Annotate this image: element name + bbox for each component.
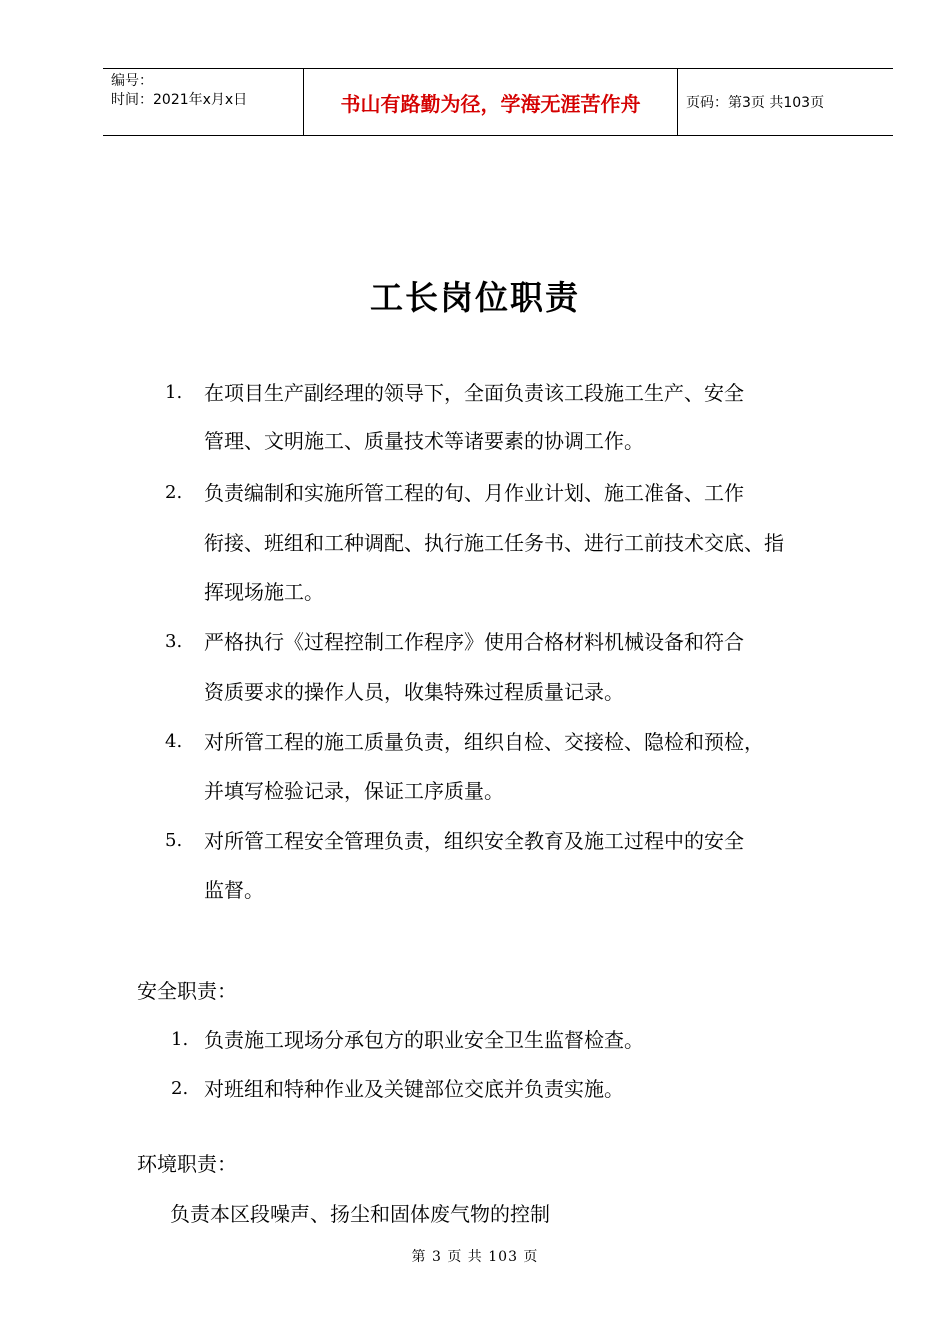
- environment-item: 负责本区段噪声、扬尘和固体废气物的控制: [170, 1202, 550, 1226]
- safety-item: 负责施工现场分承包方的职业安全卫生监督检查。: [204, 1028, 644, 1052]
- safety-item: 对班组和特种作业及关键部位交底并负责实施。: [204, 1077, 624, 1101]
- duty-number: 1.: [165, 382, 183, 403]
- duty-line: 在项目生产副经理的领导下，全面负责该工段施工生产、安全: [204, 381, 744, 405]
- duty-line: 衔接、班组和工种调配、执行施工任务书、进行工前技术交底、指: [204, 531, 784, 555]
- safety-heading: 安全职责：: [137, 979, 237, 1003]
- number-label: 编号：: [111, 73, 153, 89]
- duty-number: 5.: [165, 830, 183, 851]
- document-title: 工长岗位职责: [370, 278, 580, 317]
- duty-line: 严格执行《过程控制工作程序》使用合格材料机械设备和符合: [204, 630, 744, 654]
- duty-number: 4.: [165, 731, 183, 752]
- safety-number: 2.: [171, 1078, 189, 1099]
- environment-heading: 环境职责：: [137, 1152, 237, 1176]
- page-header: [103, 68, 893, 136]
- duty-line: 对所管工程的施工质量负责，组织自检、交接检、隐检和预检，: [204, 730, 764, 754]
- duty-line: 挥现场施工。: [204, 580, 324, 604]
- duty-line: 对所管工程安全管理负责，组织安全教育及施工过程中的安全: [204, 829, 744, 853]
- header-meta: [103, 69, 304, 135]
- duty-line: 管理、文明施工、质量技术等诸要素的协调工作。: [204, 429, 644, 453]
- safety-number: 1.: [171, 1029, 189, 1050]
- duty-line: 监督。: [204, 878, 264, 902]
- header-page-info: 页码：第3页 共103页: [686, 95, 825, 111]
- duty-number: 3.: [165, 631, 183, 652]
- page-footer: 第 3 页 共 103 页: [411, 1249, 539, 1265]
- header-motto: 书山有路勤为径，学海无涯苦作舟: [304, 69, 678, 135]
- time-label: 时间：2021年x月x日: [111, 92, 248, 108]
- duty-line: 资质要求的操作人员，收集特殊过程质量记录。: [204, 680, 624, 704]
- duty-number: 2.: [165, 482, 183, 503]
- duty-line: 并填写检验记录，保证工序质量。: [204, 779, 504, 803]
- duty-line: 负责编制和实施所管工程的旬、月作业计划、施工准备、工作: [204, 481, 744, 505]
